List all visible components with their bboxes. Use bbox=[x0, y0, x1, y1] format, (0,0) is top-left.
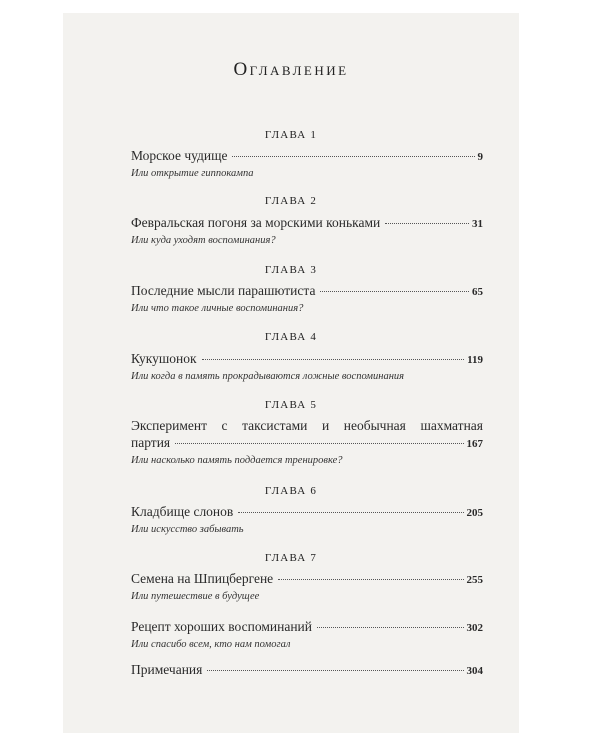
dot-leader bbox=[278, 579, 463, 580]
entry-title: Кладбище слонов bbox=[131, 504, 234, 519]
entry-title: Рецепт хороших воспоминаний bbox=[131, 619, 313, 634]
toc-entry[interactable] bbox=[131, 503, 483, 537]
page-number: 65 bbox=[472, 286, 483, 298]
dot-leader bbox=[238, 512, 463, 513]
entry-title-line2: партия bbox=[131, 435, 171, 450]
entry-title: Примечания bbox=[131, 662, 203, 677]
toc-entry[interactable] bbox=[131, 214, 483, 248]
chapter-heading: ГЛАВА 7 bbox=[264, 552, 318, 564]
entry-subtitle: Или что такое личные воспоминания? bbox=[131, 303, 304, 314]
chapter-heading: ГЛАВА 3 bbox=[264, 264, 318, 276]
entry-subtitle: Или когда в память прокрадываются ложные воспоминания bbox=[131, 371, 405, 382]
toc-entry[interactable] bbox=[131, 417, 483, 468]
entry-subtitle: Или куда уходят воспоминания? bbox=[131, 235, 276, 246]
dot-leader bbox=[207, 670, 463, 671]
toc-entry[interactable] bbox=[131, 661, 483, 680]
entry-subtitle: Или искусство забывать bbox=[131, 524, 244, 535]
dot-leader bbox=[385, 223, 469, 224]
toc-entry[interactable] bbox=[131, 282, 483, 316]
page-number: 255 bbox=[466, 574, 483, 586]
entry-title: Последние мысли парашютиста bbox=[131, 283, 316, 298]
entry-subtitle: Или путешествие в будущее bbox=[131, 591, 260, 602]
entry-title-line1: Эксперимент с таксистами и необычная шахматная bbox=[131, 418, 483, 433]
dot-leader bbox=[317, 627, 463, 628]
page-number: 9 bbox=[477, 151, 483, 163]
toc-entry[interactable] bbox=[131, 618, 483, 652]
chapter-heading: ГЛАВА 6 bbox=[264, 485, 318, 497]
chapter-heading: ГЛАВА 4 bbox=[264, 331, 318, 343]
toc-entry[interactable] bbox=[131, 350, 483, 384]
page-number: 167 bbox=[466, 438, 483, 450]
page-number: 302 bbox=[466, 622, 483, 634]
entry-title: Кукушонок bbox=[131, 351, 197, 366]
page-number: 119 bbox=[467, 354, 483, 366]
page-number: 304 bbox=[466, 665, 483, 677]
entry-title: Февральская погоня за морскими коньками bbox=[131, 215, 381, 230]
dot-leader bbox=[320, 291, 469, 292]
entry-title: Морское чудище bbox=[131, 148, 228, 163]
page-number: 31 bbox=[472, 218, 483, 230]
entry-title: Семена на Шпицбергене bbox=[131, 571, 274, 586]
chapter-heading: ГЛАВА 5 bbox=[264, 399, 318, 411]
book-page bbox=[63, 13, 519, 733]
dot-leader bbox=[202, 359, 465, 360]
dot-leader bbox=[232, 156, 474, 157]
entry-subtitle: Или насколько память поддается тренировке? bbox=[131, 455, 343, 466]
entry-subtitle: Или спасибо всем, кто нам помогал bbox=[131, 639, 291, 650]
toc-entry[interactable] bbox=[131, 147, 483, 181]
page-title: Оглавление bbox=[233, 59, 349, 80]
dot-leader bbox=[175, 443, 463, 444]
page-number: 205 bbox=[466, 507, 483, 519]
toc-entry[interactable] bbox=[131, 570, 483, 604]
entry-subtitle: Или открытие гиппокампа bbox=[131, 168, 254, 179]
chapter-heading: ГЛАВА 2 bbox=[264, 195, 318, 207]
chapter-heading: ГЛАВА 1 bbox=[264, 129, 318, 141]
